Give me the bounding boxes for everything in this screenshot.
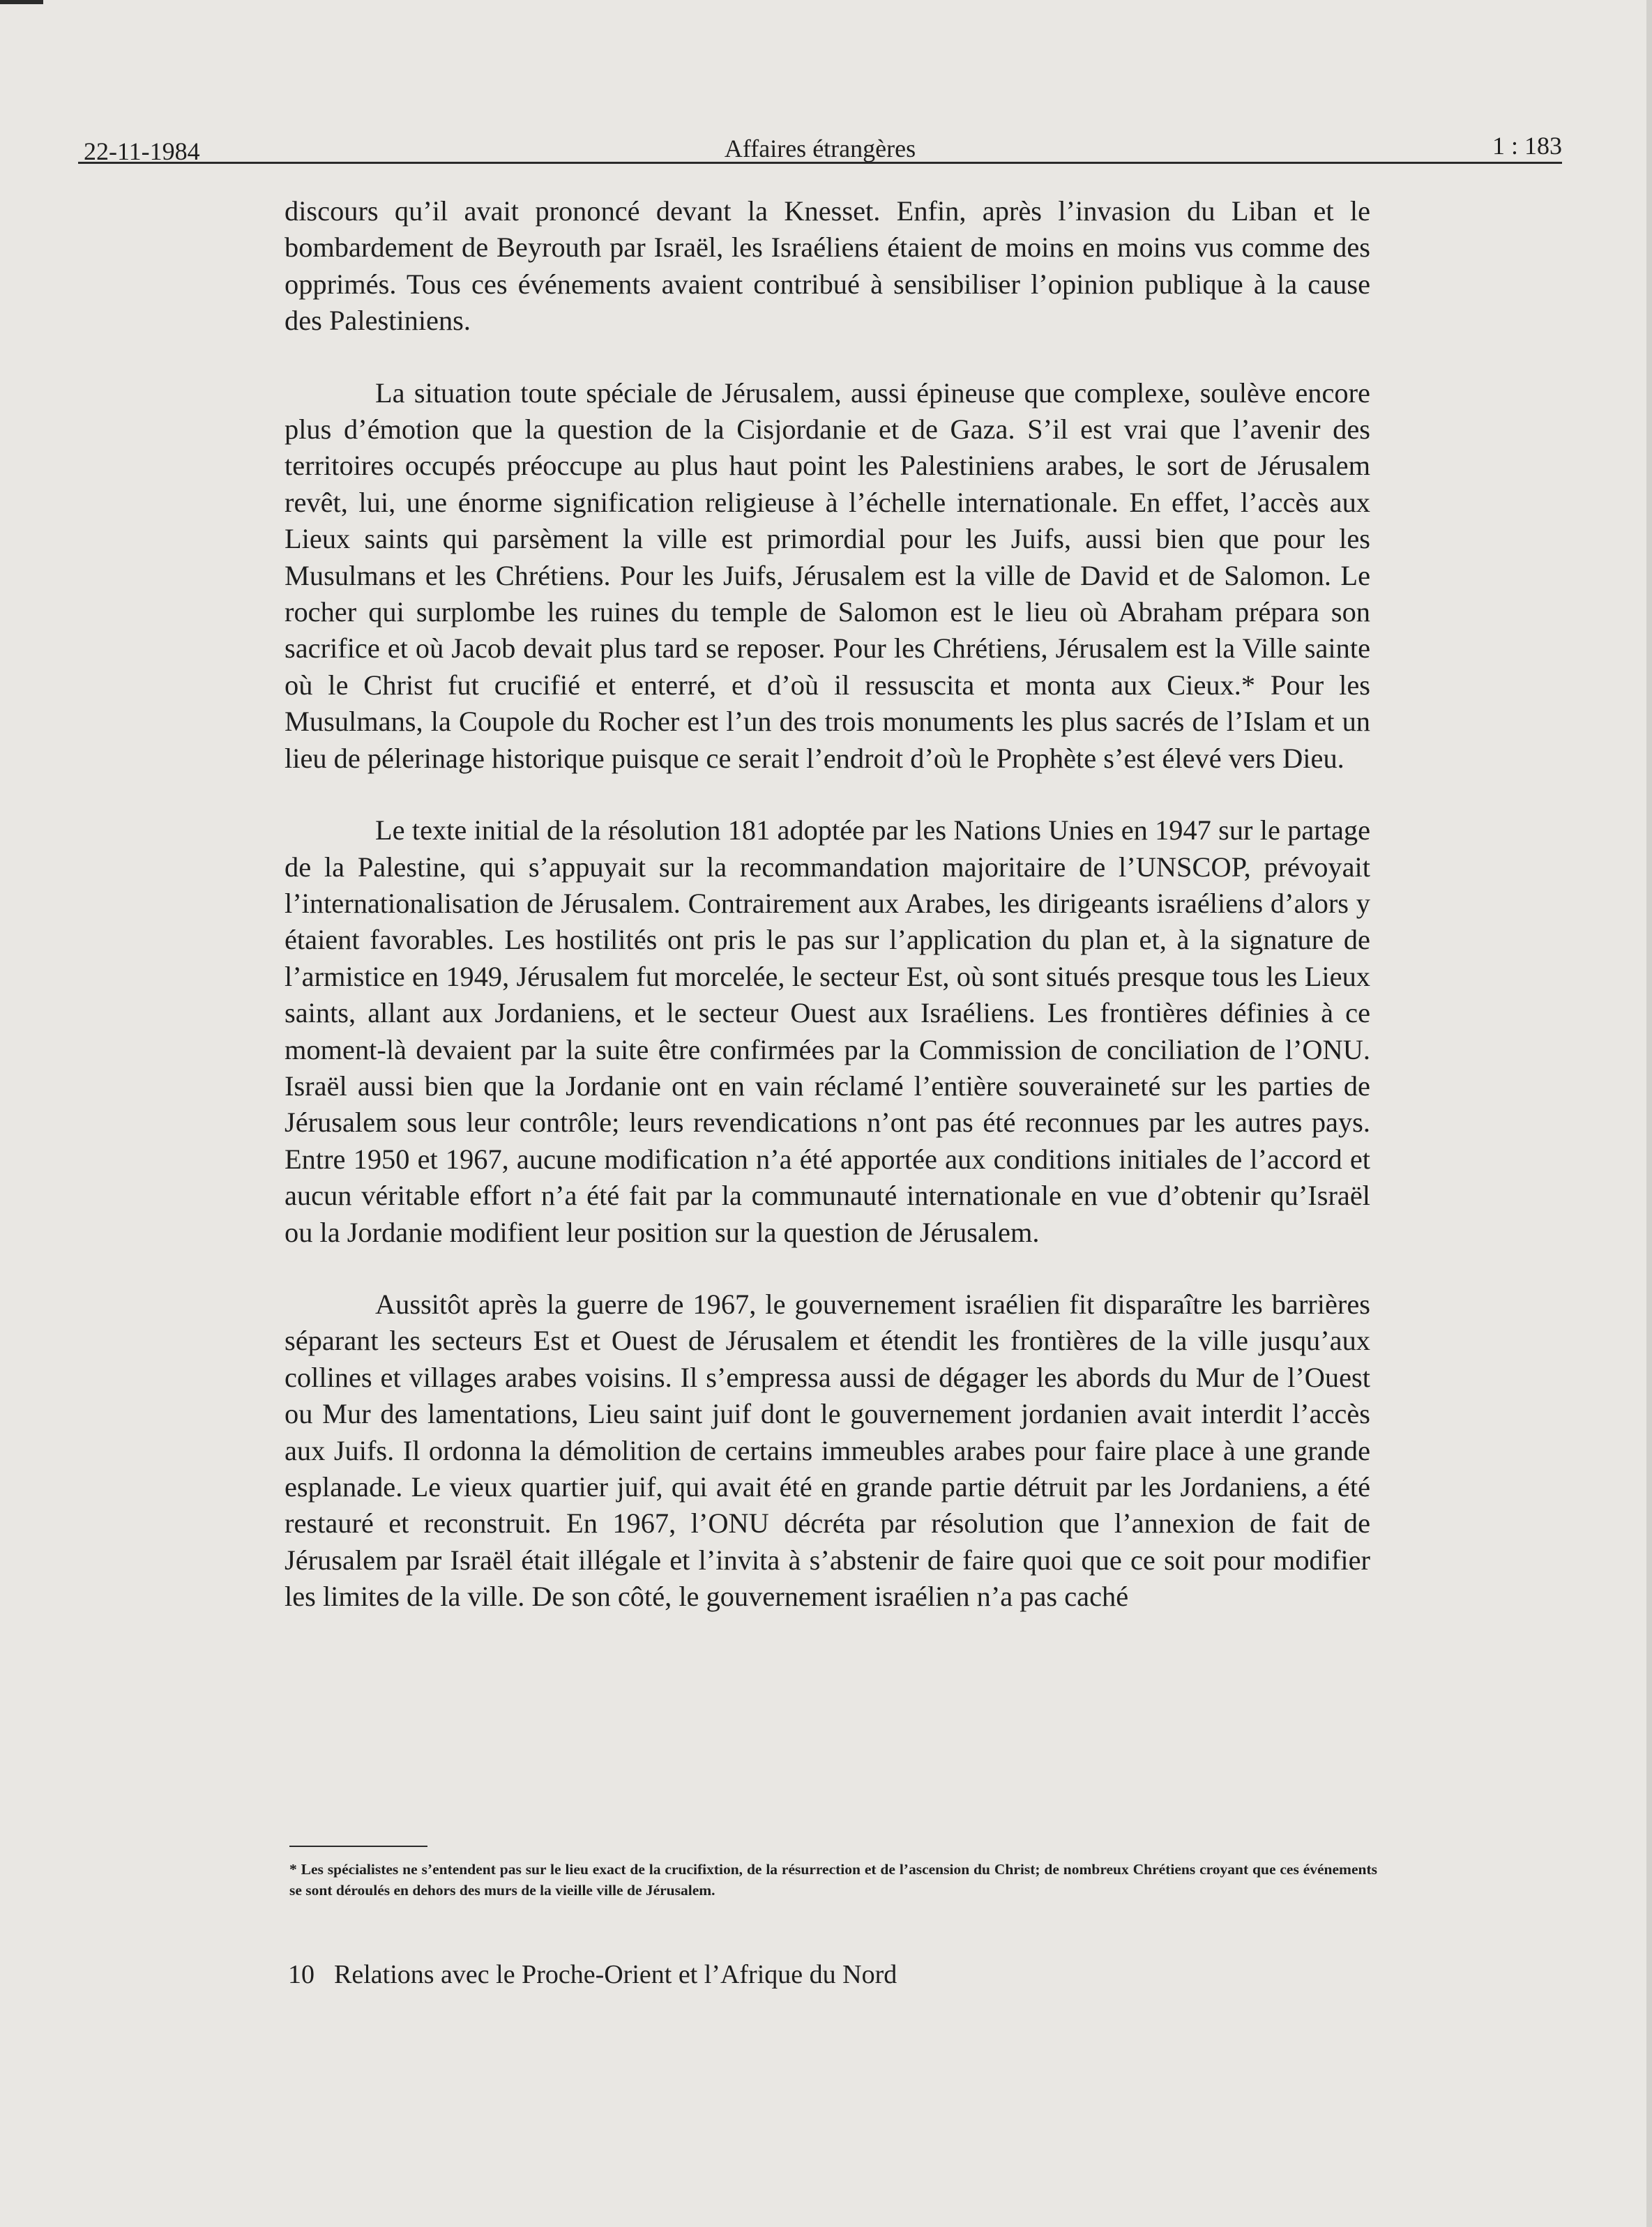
header-date: 22-11-1984 bbox=[84, 137, 200, 165]
page-footer bbox=[288, 1957, 897, 1992]
scan-corner-mark bbox=[0, 0, 43, 4]
paragraph-jerusalem-situation: La situation toute spéciale de Jérusalem, aussi épineuse que complexe, soulève encore plus d’émotion que la question de la Cisjordanie et de Gaza. S’il est vrai que l’avenir des territoires occupés préoccupe au plus haut point les Palestiniens arabes, le sort de Jérusalem revêt, lui, une énorme signification religieuse à l’échelle internationale. En effet, l’accès aux Lieux saints qui parsèment la ville est primordial pour les Juifs, aussi bien que pour les Musulmans et les Chrétiens. Pour les Juifs, Jérusalem est la ville de David et de Salomon. Le rocher qui surplombe les ruines du temple de Salomon est le lieu où Abraham prépara son sacrifice et où Jacob devait plus tard se reposer. Pour les Chrétiens, Jérusalem est la Ville sainte où le Christ fut crucifié et enterré, et d’où il ressuscita et monta aux Cieux.* Pour les Musulmans, la Coupole du Rocher est l’un des trois monuments les plus sacrés de l’Islam et un lieu de pélerinage historique puisque ce serait l’endroit d’où le Prophète s’est élevé vers Dieu. bbox=[285, 377, 1370, 774]
header-title: Affaires étrangères bbox=[724, 135, 916, 162]
paragraph-after-1967: Aussitôt après la guerre de 1967, le gouvernement israélien fit disparaître les barrières séparant les secteurs Est et Ouest de Jérusalem et étendit les frontières de la ville jusqu’aux collines et villages arabes voisins. Il s’empressa aussi de dégager les abords du Mur de l’Ouest ou Mur des lamentations, Lieu saint juif dont le gouvernement jordanien avait interdit l’accès aux Juifs. Il ordonna la démolition de certains immeubles arabes pour faire place à une grande esplanade. Le vieux quartier juif, qui avait été en grande partie détruit par les Jordaniens, a été restauré et reconstruit. En 1967, l’ONU décréta par résolution que l’annexion de fait de Jérusalem par Israël était illégale et l’invita à s’abstenir de faire quoi que ce soit pour modifier les limites de la ville. De son côté, le gouvernement israélien n’a pas caché bbox=[285, 1288, 1370, 1613]
header-page-number: 1 : 183 bbox=[1492, 132, 1562, 160]
paragraph-continued: discours qu’il avait prononcé devant la Knesset. Enfin, après l’invasion du Liban et le bombardement de Beyrouth par Israël, les Israéliens étaient de moins en moins vus comme des opprimés. Tous ces événements avaient contribué à sensibiliser l’opinion publique à la cause des Palestiniens. bbox=[285, 195, 1370, 337]
running-header bbox=[78, 119, 1562, 164]
page-edge-shadow bbox=[1646, 0, 1652, 2227]
footnote: * Les spécialistes ne s’entendent pas sur le lieu exact de la crucifixtion, de la résurrection et de l’ascension du Christ; de nombreux Chrétiens croyant que ces événements se sont déroulés en dehors des murs de la vieille ville de Jérusalem. bbox=[289, 1861, 1377, 1899]
body-text bbox=[285, 193, 1370, 1651]
footnote-divider bbox=[289, 1846, 427, 1847]
footer-chapter-title: Relations avec le Proche-Orient et l’Afrique du Nord bbox=[334, 1960, 897, 1989]
paragraph-resolution-181: Le texte initial de la résolution 181 adoptée par les Nations Unies en 1947 sur le partage de la Palestine, qui s’appuyait sur la recommandation majoritaire de l’UNSCOP, prévoyait l’internationalisation de Jérusalem. Contrairement aux Arabes, les dirigeants israéliens d’alors y étaient favorables. Les hostilités ont pris le pas sur l’application du plan et, à la signature de l’armistice en 1949, Jérusalem fut morcelée, le secteur Est, où sont situés presque tous les Lieux saints, allant aux Jordaniens, et le secteur Ouest aux Israéliens. Les frontières définies à ce moment-là devaient par la suite être confirmées par la Commission de conciliation de l’ONU. Israël aussi bien que la Jordanie ont en vain réclamé l’entière souveraineté sur les parties de Jérusalem sous leur contrôle; leurs revendications n’ont pas été reconnues par les autres pays. Entre 1950 et 1967, aucune modification n’a été apportée aux conditions initiales de l’accord et aucun véritable effort n’a été fait par la communauté internationale en vue d’obtenir qu’Israël ou la Jordanie modifient leur position sur la question de Jérusalem. bbox=[285, 814, 1370, 1248]
footer-chapter-number: 10 bbox=[288, 1960, 315, 1989]
